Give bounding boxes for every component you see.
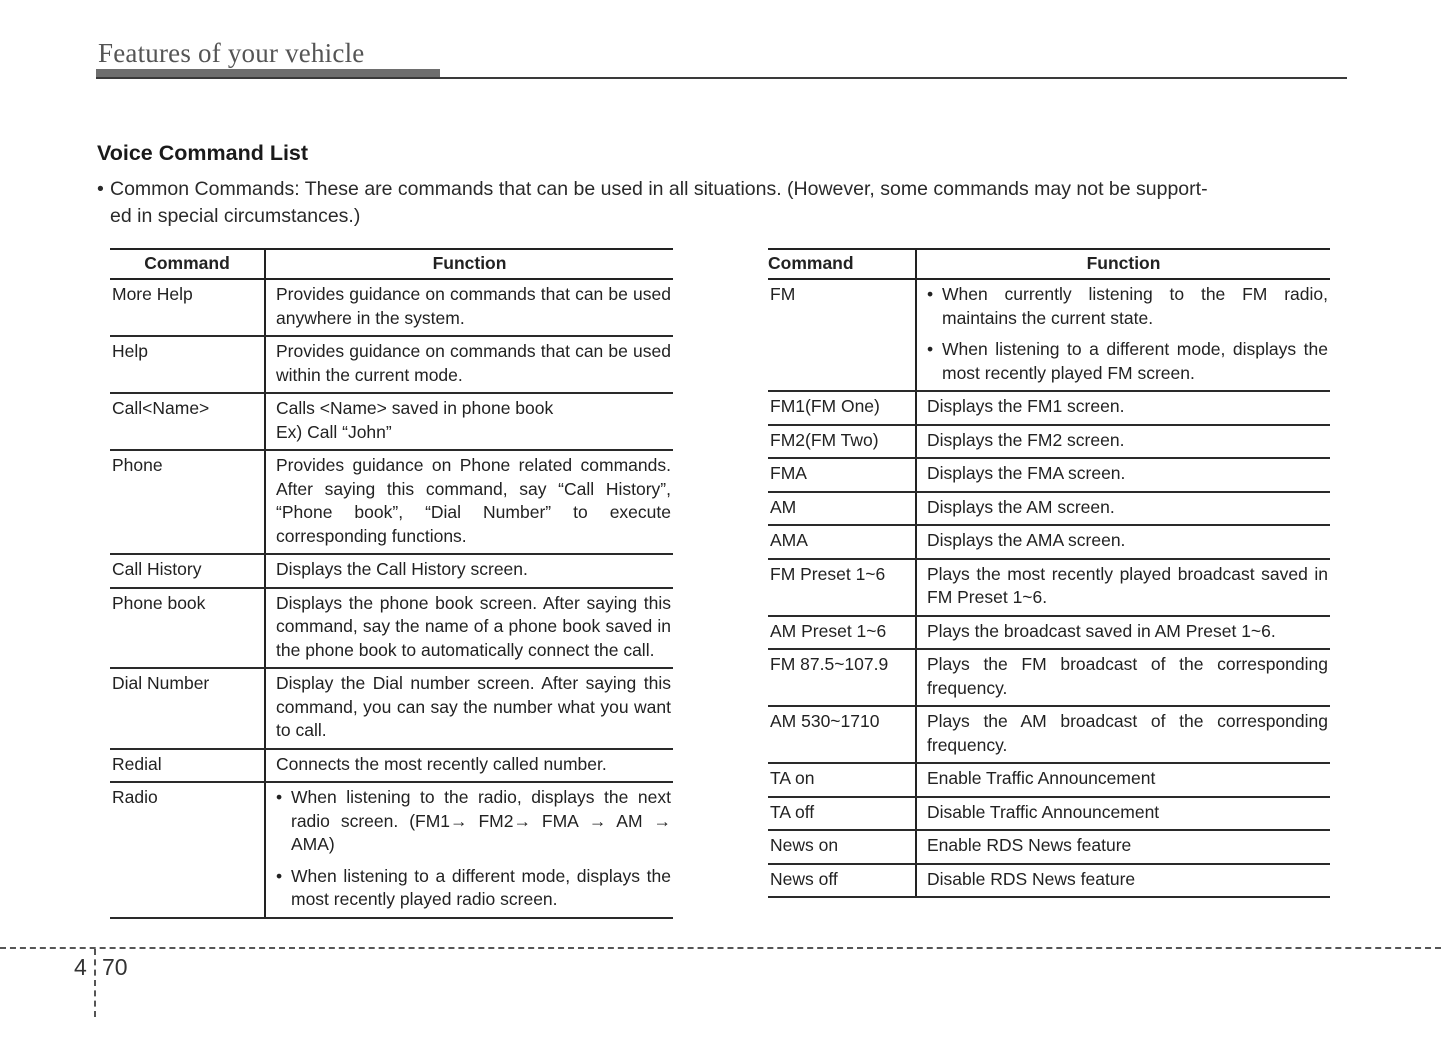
command-cell: FM Preset 1~6 [768,559,916,616]
table-row [768,830,1330,864]
command-cell: Call History [110,554,265,588]
table-row [768,706,1330,763]
page-header-title: Features of your vehicle [98,38,365,68]
function-cell [265,782,673,918]
intro-line-2: ed in special circumstances.) [110,205,361,227]
header-command: Command [110,249,265,279]
table-row [768,864,1330,898]
function-cell: Connects the most recently called number. [265,749,673,783]
command-cell: AM 530~1710 [768,706,916,763]
table-row [110,668,673,749]
table-row [110,450,673,554]
command-cell: FM1(FM One) [768,391,916,425]
page-number: 70 [102,954,128,980]
table-row [768,391,1330,425]
function-cell: Plays the broadcast saved in AM Preset 1~6. [916,616,1330,650]
table-row [768,797,1330,831]
table-row [110,393,673,450]
command-cell: TA off [768,797,916,831]
function-line: Calls <Name> saved in phone book [276,398,554,418]
command-cell: More Help [110,279,265,336]
command-cell: Phone [110,450,265,554]
command-cell: Phone book [110,588,265,669]
right-command-table [768,248,1330,898]
function-cell: Plays the most recently played broadcast saved in FM Preset 1~6. [916,559,1330,616]
table-header-row [768,249,1330,279]
function-cell: Provides guidance on commands that can be used anywhere in the system. [265,279,673,336]
function-cell: Displays the FMA screen. [916,458,1330,492]
bullet-icon: • [97,178,104,200]
command-cell: Dial Number [110,668,265,749]
command-cell: Redial [110,749,265,783]
function-cell [916,279,1330,391]
function-cell: Enable RDS News feature [916,830,1330,864]
command-cell: Help [110,336,265,393]
function-cell: Displays the FM2 screen. [916,425,1330,459]
chapter-number: 4 [74,954,87,980]
command-cell: FM2(FM Two) [768,425,916,459]
bullet-icon: • [927,339,934,359]
footer-divider [0,947,1441,949]
command-cell: FM 87.5~107.9 [768,649,916,706]
table-row [768,559,1330,616]
left-command-table [110,248,673,919]
function-cell: Provides guidance on Phone related commands. After saying this command, say “Call History”, “Phone book”, “Dial Number” to execute corresponding functions. [265,450,673,554]
header-function: Function [916,249,1330,279]
bullet-icon: • [276,865,283,886]
command-cell: News on [768,830,916,864]
function-cell: Disable RDS News feature [916,864,1330,898]
function-cell: Provides guidance on commands that can be used within the current mode. [265,336,673,393]
command-cell: AM Preset 1~6 [768,616,916,650]
table-row [768,649,1330,706]
table-row [110,782,673,918]
header-rule [96,77,1347,79]
function-cell: Displays the phone book screen. After saying this command, say the name of a phone book saved in the phone book to automatically connect the call. [265,588,673,669]
bullet-icon: • [276,787,283,807]
function-cell: Displays the Call History screen. [265,554,673,588]
function-cell [265,393,673,450]
function-cell: Enable Traffic Announcement [916,763,1330,797]
table-row [110,336,673,393]
header-command: Command [768,249,916,279]
function-cell: Disable Traffic Announcement [916,797,1330,831]
function-cell: Plays the AM broadcast of the corresponding frequency. [916,706,1330,763]
bullet-item: • When listening to a different mode, displays the most recently played radio screen. [276,865,671,912]
function-cell: Displays the AM screen. [916,492,1330,526]
function-cell: Displays the AMA screen. [916,525,1330,559]
table-row [768,279,1330,391]
table-row [110,749,673,783]
command-cell: Radio [110,782,265,918]
table-row [768,763,1330,797]
table-header-row [110,249,673,279]
bullet-item: • When currently listening to the FM radio, maintains the current state. [927,283,1328,330]
section-title: Voice Command List [97,141,309,165]
footer-page-separator [94,949,96,1017]
table-row [768,616,1330,650]
bullet-icon: • [927,284,934,304]
command-cell: AM [768,492,916,526]
command-cell: FMA [768,458,916,492]
header-function: Function [265,249,673,279]
intro-paragraph [97,176,1347,230]
command-cell: AMA [768,525,916,559]
table-row [110,588,673,669]
function-cell: Plays the FM broadcast of the corresponding frequency. [916,649,1330,706]
table-row [768,492,1330,526]
command-cell: TA on [768,763,916,797]
intro-line-1: Common Commands: These are commands that can be used in all situations. (However, some commands may not be support- [110,178,1208,200]
table-row [768,458,1330,492]
header-accent-bar [96,69,440,77]
table-row [768,525,1330,559]
command-cell: News off [768,864,916,898]
function-cell: Displays the FM1 screen. [916,391,1330,425]
function-cell: Display the Dial number screen. After saying this command, you can say the number what you want to call. [265,668,673,749]
command-cell: Call<Name> [110,393,265,450]
command-cell: FM [768,279,916,391]
bullet-item: • When listening to a different mode, displays the most recently played FM screen. [927,338,1328,385]
bullet-item: • When listening to the radio, displays the next radio screen. (FM1→ FM2→ FMA → AM → AMA) [276,786,671,857]
function-line: Ex) Call “John” [276,421,392,442]
table-row [768,425,1330,459]
table-row [110,279,673,336]
table-row [110,554,673,588]
